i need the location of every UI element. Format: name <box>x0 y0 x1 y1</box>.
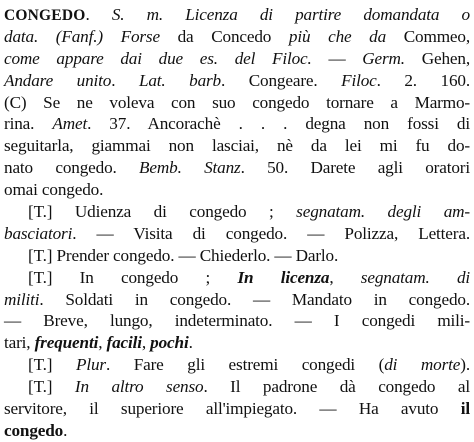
entry-line <box>4 420 470 442</box>
entry-line <box>4 376 470 398</box>
entry-line <box>4 398 470 420</box>
entry-line <box>4 157 470 179</box>
entry-line <box>4 332 470 354</box>
text-segment: Andare unito <box>4 70 112 90</box>
text-segment: S. m. Licenza di partire domandata o <box>111 5 470 24</box>
text-segment: . <box>188 333 193 353</box>
text-segment: Gehen, <box>404 48 470 68</box>
entry-line <box>4 48 470 70</box>
text-segment: CONGEDO <box>4 7 86 24</box>
text-segment: segnatam. di <box>360 267 471 287</box>
text-segment: seguitarla, giammai non lasciai, nè da lei mi fu do- <box>4 136 470 156</box>
text-segment: . <box>85 5 112 24</box>
entry-line <box>4 70 470 92</box>
text-segment: — <box>311 48 363 68</box>
entry-line <box>4 4 470 26</box>
dictionary-entry <box>4 4 470 442</box>
text-segment: Commeo, <box>403 26 470 46</box>
text-segment: facili <box>106 333 142 353</box>
text-segment: [T.] <box>28 355 76 375</box>
entry-line <box>4 179 470 201</box>
text-segment: frequenti <box>34 333 99 353</box>
text-segment: , <box>141 333 151 353</box>
text-segment: In licenza <box>237 267 330 287</box>
text-segment: nato congedo. <box>4 158 140 178</box>
text-segment: Amet <box>52 114 88 134</box>
text-segment: . <box>63 420 68 440</box>
text-segment: omai congedo. <box>4 180 104 200</box>
text-segment: servitore, il superiore all'impiegato. — Ha avuto <box>4 399 461 419</box>
entry-line <box>4 310 470 332</box>
entry-line <box>4 201 470 223</box>
text-segment: . Congeare. <box>221 70 342 90</box>
entry-line <box>4 289 470 311</box>
text-segment: . <box>111 70 139 90</box>
text-segment: [T.] Prender congedo. — Chiederlo. — Darlo. <box>28 245 339 265</box>
text-segment: . Il padrone dà congedo al <box>203 377 471 397</box>
text-segment: tari, <box>4 333 35 353</box>
text-segment: — Breve, lungo, indeterminato. — I congedi mili- <box>4 311 470 331</box>
text-segment: Germ. <box>362 48 405 68</box>
text-segment: basciatori <box>4 223 73 243</box>
text-segment: [T.] <box>28 377 75 397</box>
entry-line <box>4 135 470 157</box>
text-segment: (C) Se ne voleva con suo congedo tornare a Marmo- <box>4 92 470 112</box>
text-segment: segnatam. degli am- <box>296 202 470 222</box>
text-segment: ). <box>460 355 470 375</box>
entry-line <box>4 267 470 289</box>
text-segment: congedo <box>4 420 64 440</box>
entry-line <box>4 223 470 245</box>
text-segment: Lat. barb <box>138 70 222 90</box>
text-segment: Plur <box>75 355 106 375</box>
entry-line <box>4 354 470 376</box>
text-segment: come appare dai due es. del Filoc. <box>4 48 312 68</box>
text-segment: . Soldati in congedo. — Mandato in congedo. <box>39 289 470 309</box>
entry-line <box>4 113 470 135</box>
text-segment: . 37. Ancorachè . . . degna non fossi di <box>87 114 470 134</box>
text-segment: [T.] Udienza di congedo ; <box>28 202 297 222</box>
entry-line <box>4 245 470 267</box>
text-segment: Bemb. Stanz <box>139 158 241 178</box>
text-segment: Filoc <box>341 70 377 90</box>
text-segment: militi <box>4 289 40 309</box>
text-segment: più che da <box>288 26 404 46</box>
text-segment: . Fare gli estremi congedi ( <box>105 355 385 375</box>
text-segment: il <box>460 399 470 419</box>
text-segment: da Concedo <box>177 26 289 46</box>
text-segment: data. (Fanf.) <box>4 26 121 46</box>
text-segment: . 50. Darete agli oratori <box>240 158 470 178</box>
text-segment: Forse <box>120 26 178 46</box>
text-segment: . — Visita di congedo. — Polizza, Lettera. <box>72 223 470 243</box>
text-segment: rina. <box>4 114 53 134</box>
text-segment: , <box>98 333 107 353</box>
text-segment: , <box>329 267 361 287</box>
entry-line <box>4 92 470 114</box>
text-segment: di morte <box>384 355 461 375</box>
text-segment: In altro senso <box>74 377 204 397</box>
text-segment: . 2. 160. <box>376 70 470 90</box>
entry-line <box>4 26 470 48</box>
text-segment: pochi <box>150 333 189 353</box>
text-segment: [T.] In congedo ; <box>28 267 238 287</box>
